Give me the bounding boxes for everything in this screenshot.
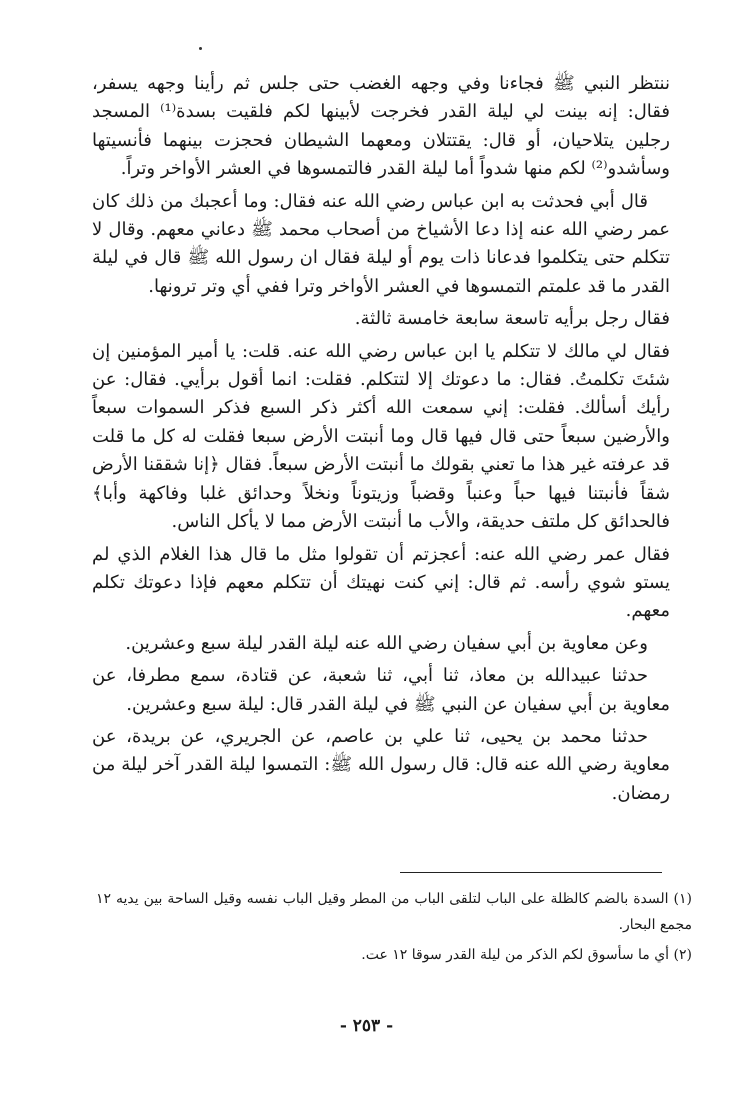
paragraph-8-hadith-chain: حدثنا محمد بن يحيى، ثنا علي بن عاصم، عن الجريري، عن بريدة، عن معاوية رضي الله عنه قال: قال رسول الله ﷺ: التمسوا ليلة القدر آخر ليلة من رمضان. [92, 725, 670, 804]
paragraph-5: فقال عمر رضي الله عنه: أعجزتم أن تقولوا مثل ما قال هذا الغلام الذي لم يستو شوي رأسه. ثم قال: إني كنت نهيتك أن تتكلم معهم فإذا دعوتك تكلم معهم. [92, 543, 670, 622]
paragraph-7-hadith-chain: حدثنا عبيدالله بن معاذ، ثنا أبي، ثنا شعبة، عن قتادة، سمع مطرفا، عن معاوية بن أبي سفيان عن النبي ﷺ في ليلة القدر قال: ليلة سبع وعشرين. [92, 665, 670, 715]
footnote-1: (١) السدة بالضم كالظلة على الباب لتلقى الباب من المطر وقيل الباب نفسه وقيل الساحة بين يديه ١٢ مجمع البحار. [96, 891, 692, 933]
paragraph-4: فقال لي مالك لا تتكلم يا ابن عباس رضي الله عنه. قلت: يا أمير المؤمنين إن شئتَ تكلمتُ. فقال: ما دعوتك إلا لتتكلم. فقلت: انما أقول برأيي. فقال: عن رأيك أسألك. فقلت: إني سمعت الله أكثر ذكر السبع فذكر السموات سبعاً والأرضين سبعاً حتى قال فيها قال وما أنبتت الأرض سبعا فقلت له كل ما قلت قد عرفته غير هذا ما تعني بقولك ما أنبتت الأرض سبعاً. فقال ﴿إنا شققنا الأرض شقاً فأنبتنا فيها حباً وعنباً وقضباً وزيتوناً ونخلاً وحدائق غلبا وفاكهة وأبا﴾ فالحدائق كل ملتف حديقة، والأب ما أنبتت الأرض مما لا يأكل الناس. [92, 340, 670, 533]
page-number: - ٢٥٣ - [339, 1016, 394, 1036]
paragraph-1: ننتظر النبي ﷺ فجاءنا وفي وجهه الغضب حتى جلس ثم رأينا وجهه يسفر، فقال: إنه بينت لي ليلة القدر فخرجت لأبينها لكم فلقيت بسدة⁽¹⁾ المسجد رجلين يتلاحيان، أو قال: يقتتلان ومعهما الشيطان فحجزت بينهما فأنسيتها وسأشدو⁽²⁾ لكم منها شدواً أما ليلة القدر فالتمسوها في العشر الأواخر وتراً. [92, 73, 670, 180]
footnotes-block [96, 886, 692, 972]
speck-mark [199, 47, 202, 50]
footnote-divider [400, 872, 662, 873]
paragraph-6: وعن معاوية بن أبي سفيان رضي الله عنه ليلة القدر ليلة سبع وعشرين. [125, 632, 648, 654]
main-text-block [92, 70, 670, 812]
footnote-2: (٢) أي ما سأسوق لكم الذكر من ليلة القدر سوقا ١٢ عت. [361, 947, 692, 963]
paragraph-2: قال أبي فحدثت به ابن عباس رضي الله عنه فقال: وما أعجبك من ذلك كان عمر رضي الله عنه إذا دعا الأشياخ من أصحاب محمد ﷺ دعاني معهم. وقال لا تتكلم حتى يتكلموا فدعانا ذات يوم أو ليلة فقال ان رسول الله ﷺ قال في ليلة القدر ما قد علمتم التمسوها في العشر الأواخر وترا ففي أي وتر ترونها. [92, 190, 670, 297]
paragraph-3: فقال رجل برأيه تاسعة سابعة خامسة ثالثة. [354, 308, 670, 330]
